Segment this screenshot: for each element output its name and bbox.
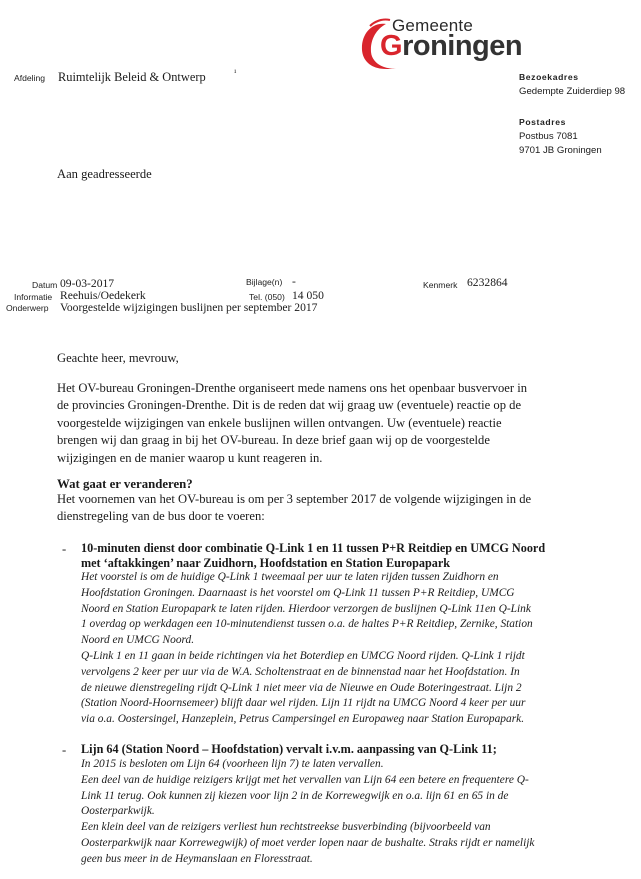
salutation: Geachte heer, mevrouw, xyxy=(57,351,179,365)
bullet-1: - xyxy=(62,542,67,556)
onderwerp-value: Voorgestelde wijzigingen buslijnen per september 2017 xyxy=(60,301,318,314)
bezoekadres-value: Gedempte Zuiderdiep 98 xyxy=(519,86,626,97)
item2-line: Een klein deel van de reizigers verliest hun rechtstreekse busverbinding (bijvoorbeeld van xyxy=(81,821,491,834)
tel-value: 14 050 xyxy=(292,289,324,302)
onderwerp-label: Onderwerp xyxy=(6,303,49,313)
item2-title-line: Lijn 64 (Station Noord – Hoofdstation) vervalt i.v.m. aanpassing van Q-Link 11; xyxy=(81,742,497,756)
kenmerk-label: Kenmerk xyxy=(423,280,458,290)
item1-title-line: 10-minuten dienst door combinatie Q-Link 1 en 11 tussen P+R Reitdiep en UMCG Noord xyxy=(81,541,546,555)
item2-line: Link 11 terug. Ook kunnen zij kiezen voor lijn 2 in de Korrewegwijk en o.a. lijn 61 en 65 in de xyxy=(81,789,509,802)
item1-line: Q-Link 1 en 11 gaan in beide richtingen via het Boterdiep en UMCG Noord rijden. Q-Link 1 rijdt xyxy=(81,649,525,662)
bezoekadres-label: Bezoekadres xyxy=(519,72,579,82)
postadres-line2: 9701 JB Groningen xyxy=(519,145,602,156)
kenmerk-value: 6232864 xyxy=(467,276,508,289)
afdeling-value: Ruimtelijk Beleid & Ontwerp xyxy=(58,70,206,84)
item1-line: Noord en Station Europapark te laten rijden. Hierdoor verzorgen de buslijnen Q-Link 11en Q-Link xyxy=(81,602,531,615)
item2-line: geen bus meer in de Heymanslaan en Floresstraat. xyxy=(81,852,313,865)
intro-line: voorgestelde wijzigingen van enkele buslijnen willen ontvangen. Uw (eventuele) reactie xyxy=(57,415,502,430)
item2-text xyxy=(81,757,636,868)
item2-title xyxy=(81,742,636,757)
item1-line: Het voorstel is om de huidige Q-Link 1 tweemaal per uur te laten rijden tussen Zuidhorn en xyxy=(81,571,499,583)
item2-line: Een deel van de huidige reizigers krijgt met het vervallen van Lijn 64 een betere en frequentere Q- xyxy=(81,773,529,786)
intro-line: wijzigingen en de manier waarop u kunt reageren in. xyxy=(57,450,323,465)
item1-line: via o.a. Oostersingel, Hanzeplein, Petrus Campersingel en Europaweg naar Station Europapark. xyxy=(81,713,525,726)
item1-line: vervolgens 2 keer per uur via de W.A. Scholtenstraat en de binnenstad naar het Hoofdstation. In xyxy=(81,665,520,678)
intro-line: Het OV-bureau Groningen-Drenthe organiseert mede namens ons het openbaar busvervoer in xyxy=(57,381,528,395)
informatie-label: Informatie xyxy=(14,292,53,302)
intro-line: brengen wij dan graag in bij het OV-bureau. In deze brief gaan wij op de voorgestelde xyxy=(57,433,490,448)
heading-paragraph xyxy=(57,491,637,526)
item2-line: Oosterparkwijk. xyxy=(81,805,155,818)
item1-line: (Station Noord-Hoornsemeer) blijft daar wel rijden. Lijn 11 rijdt na UMCG Noord 4 keer per uur xyxy=(81,697,526,710)
postadres-label: Postadres xyxy=(519,117,566,127)
section-heading: Wat gaat er veranderen? xyxy=(57,477,193,491)
datum-label: Datum xyxy=(32,280,58,290)
bijlage-value: - xyxy=(292,275,296,288)
tel-label: Tel. (050) xyxy=(249,292,285,302)
intro-paragraph xyxy=(57,380,637,467)
intro-line: de provincies Groningen-Drenthe. Dit is de reden dat wij graag uw (eventuele) reactie op de xyxy=(57,398,522,413)
postadres-line1: Postbus 7081 xyxy=(519,131,578,142)
logo-line1: Gemeente xyxy=(392,16,473,35)
heading-line: dienstregeling van de bus door te voeren: xyxy=(57,509,265,524)
item1-title xyxy=(81,541,636,572)
datum-value: 09-03-2017 xyxy=(60,277,115,290)
afdeling-mark: ¹ xyxy=(234,68,237,77)
heading-line: Het voornemen van het OV-bureau is om per 3 september 2017 de volgende wijzigingen in de xyxy=(57,492,532,506)
gemeente-groningen-logo xyxy=(356,10,536,74)
informatie-value: Reehuis/Oedekerk xyxy=(60,289,146,302)
bullet-2: - xyxy=(62,743,67,757)
recipient: Aan geadresseerde xyxy=(57,167,152,181)
item2-line: In 2015 is besloten om Lijn 64 (voorheen lijn 7) te laten vervallen. xyxy=(81,758,384,770)
item1-line: de nieuwe dienstregeling rijdt Q-Link 1 niet meer via de Nieuwe en Oude Boteringestraat. Lijn 2 xyxy=(81,681,522,694)
item1-line: Hoofdstation Groningen. Daarnaast is het voorstel om Q-Link 11 tussen P+R Reitdiep, UMCG xyxy=(81,586,515,599)
item1-line: Noord en UMCG Noord. xyxy=(81,634,195,647)
bijlage-label: Bijlage(n) xyxy=(246,277,283,287)
item1-text xyxy=(81,570,636,728)
item2-line: Oosterparkwijk naar Korrewegwijk) of moet verder lopen naar de bushalte. Straks rijdt er namelijk xyxy=(81,836,535,849)
logo-line2: Groningen xyxy=(380,30,523,62)
item1-line: 1 overdag op werkdagen een 10-minutendienst tussen o.a. de haltes P+R Reitdiep, Zernike, Station xyxy=(81,618,533,631)
afdeling-label: Afdeling xyxy=(14,73,46,83)
item1-title-line: met ‘aftakkingen’ naar Zuidhorn, Hoofdstation en Station Europapark xyxy=(81,556,451,571)
